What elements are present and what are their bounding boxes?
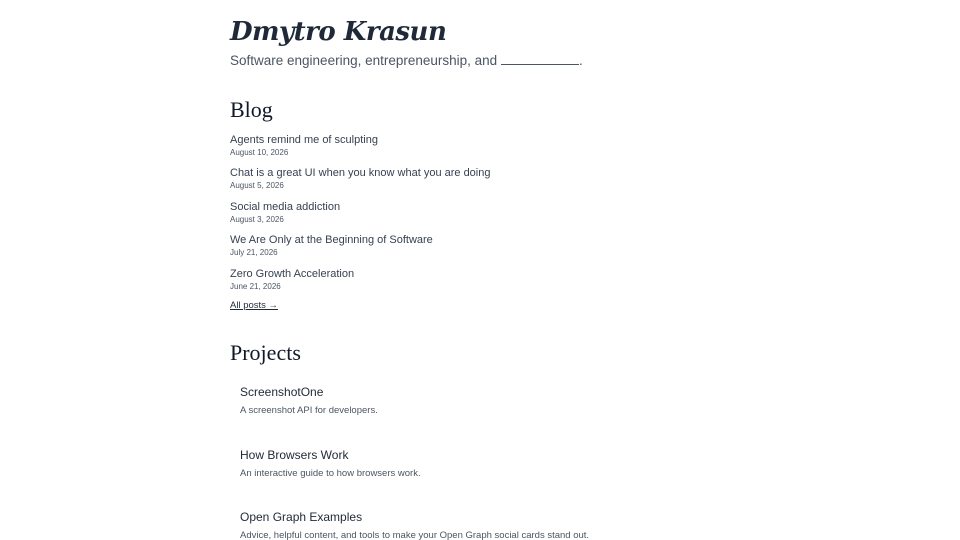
blog-post[interactable]: [230, 166, 710, 191]
blog-post-title[interactable]: Social media addiction: [230, 201, 341, 213]
tagline: [230, 52, 583, 70]
blog-post-date: July 21, 2026: [230, 248, 278, 257]
blog-post-title[interactable]: Agents remind me of sculpting: [230, 134, 378, 146]
blog-post-date: August 5, 2026: [230, 181, 284, 190]
project-card[interactable]: [240, 384, 720, 417]
blog-post-date: June 21, 2026: [230, 282, 281, 291]
tagline-period: .: [578, 53, 583, 68]
blog-post-date: August 10, 2026: [230, 148, 289, 157]
blog-post[interactable]: [230, 233, 710, 258]
all-posts-link[interactable]: All posts →: [230, 300, 279, 311]
blog-post-date: August 3, 2026: [230, 215, 284, 224]
projects-heading: Projects: [230, 340, 301, 365]
blog-post[interactable]: [230, 133, 710, 158]
tagline-blank: [501, 53, 579, 65]
blog-post-title[interactable]: Chat is a great UI when you know what you are doing: [230, 167, 491, 179]
tagline-text: Software engineering, entrepreneurship, and: [230, 53, 498, 68]
blog-heading: Blog: [230, 97, 273, 122]
project-name[interactable]: How Browsers Work: [240, 448, 349, 462]
project-name[interactable]: Open Graph Examples: [240, 510, 363, 524]
project-name[interactable]: ScreenshotOne: [240, 385, 324, 399]
project-description: An interactive guide to how browsers work.: [240, 468, 421, 479]
site-title[interactable]: Dmytro Krasun: [230, 17, 447, 47]
blog-post-title[interactable]: We Are Only at the Beginning of Software: [230, 234, 433, 246]
blog-post[interactable]: [230, 200, 710, 225]
project-description: A screenshot API for developers.: [240, 405, 378, 416]
project-card[interactable]: [240, 509, 720, 540]
project-card[interactable]: [240, 447, 720, 480]
project-description: Advice, helpful content, and tools to make your Open Graph social cards stand out.: [240, 530, 590, 540]
blog-post[interactable]: [230, 267, 710, 292]
blog-post-title[interactable]: Zero Growth Acceleration: [230, 268, 355, 280]
